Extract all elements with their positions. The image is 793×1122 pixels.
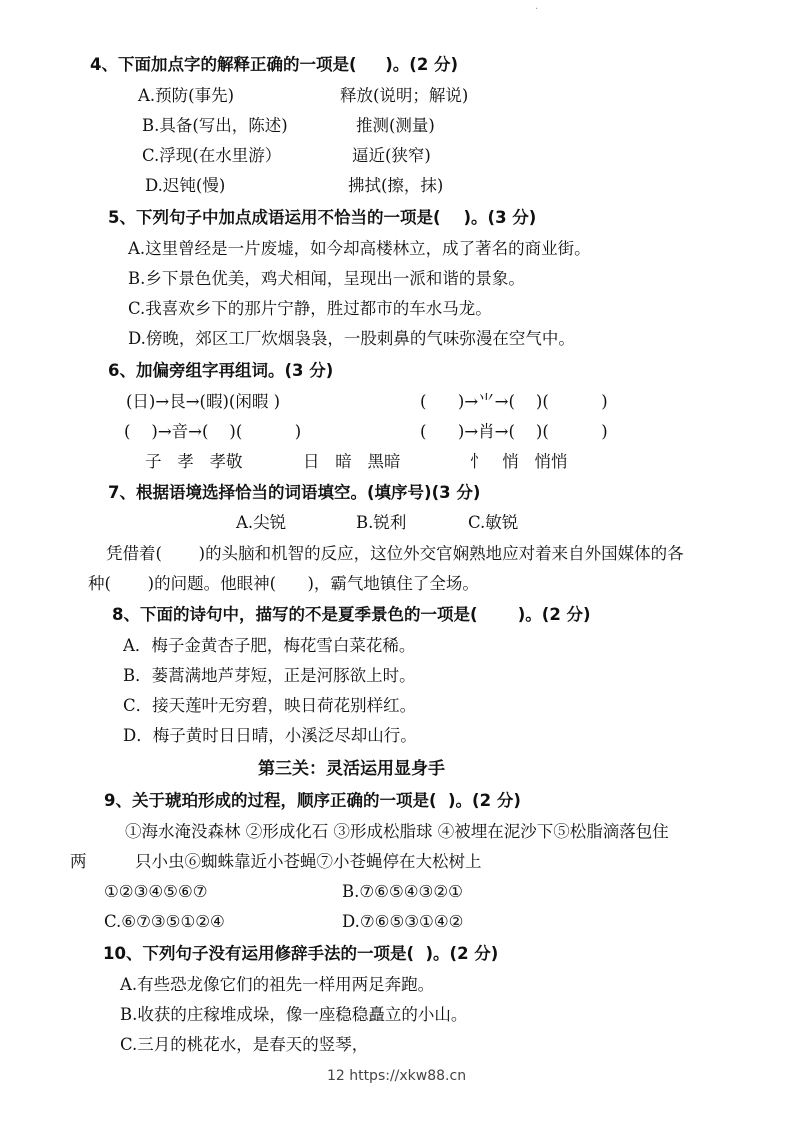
q9-option-b: B.⑦⑥⑤④③②①	[342, 882, 463, 901]
q9-option-d: D.⑦⑥⑤③①④②	[342, 912, 464, 931]
q6-row3-b: 日 暗 黑暗	[303, 452, 401, 471]
q7-title: 7、根据语境选择恰当的词语填空。(填序号)(3 分)	[108, 483, 481, 502]
q6-row1-left: (日)→艮→(暇)(闲暇 )	[126, 392, 281, 411]
q4-option-d-right: 拂拭(擦，抹)	[348, 176, 444, 195]
q4-title: 4、下面加点字的解释正确的一项是( )。(2 分)	[90, 55, 459, 74]
top-mark: ·	[535, 4, 539, 15]
q5-option-c: C.我喜欢乡下的那片宁静，胜过都市的车水马龙。	[128, 299, 492, 318]
q6-row2-right: ( )→肖→( )( )	[420, 422, 608, 441]
q5-option-a: A.这里曾经是一片废墟，如今却高楼林立，成了著名的商业街。	[128, 239, 591, 258]
q5-option-d: D.傍晚，郊区工厂炊烟袅袅，一股刺鼻的气味弥漫在空气中。	[128, 329, 575, 348]
q10-option-b: B.收获的庄稼堆成垛，像一座稳稳矗立的小山。	[120, 1005, 468, 1024]
q7-passage-line1: 凭借着( )的头脑和机智的反应，这位外交官娴熟地应对着来自外国媒体的各	[106, 544, 684, 563]
q10-option-a: A.有些恐龙像它们的祖先一样用两足奔跑。	[120, 975, 435, 994]
q5-title: 5、下列句子中加点成语运用不恰当的一项是( )。(3 分)	[108, 208, 537, 227]
q10-title: 10、下列句子没有运用修辞手法的一项是( )。(2 分)	[103, 944, 499, 963]
q6-row2-left: ( )→音→( )( )	[124, 422, 302, 441]
q9-steps-line2-start: 两	[70, 852, 87, 871]
q9-option-c: C.⑥⑦③⑤①②④	[104, 912, 225, 931]
q7-passage-line2: 种( )的问题。他眼神( )，霸气地镇住了全场。	[88, 574, 479, 593]
q7-option-c: C.敏锐	[468, 513, 519, 532]
q7-option-a: A.尖锐	[236, 513, 287, 532]
section-3-heading: 第三关：灵活运用显身手	[258, 759, 445, 779]
q6-row3-a: 子 孝 孝敬	[145, 452, 243, 471]
q9-title: 9、关于琥珀形成的过程，顺序正确的一项是( )。(2 分)	[104, 791, 521, 810]
page-footer: 12 https://xkw88.cn	[326, 1068, 467, 1084]
q8-title: 8、下面的诗句中，描写的不是夏季景色的一项是( )。(2 分)	[112, 605, 591, 624]
q4-option-c-right: 逼近(狭窄)	[352, 146, 431, 165]
q8-option-d: D．梅子黄时日日晴，小溪泛尽却山行。	[123, 726, 417, 745]
q8-option-b: B．蒌蒿满地芦芽短，正是河豚欲上时。	[123, 666, 416, 685]
q4-option-d-left: D.迟钝(慢)	[145, 176, 226, 195]
q4-option-a-right: 释放(说明；解说)	[340, 86, 469, 105]
q5-option-b: B.乡下景色优美，鸡犬相闻，呈现出一派和谐的景象。	[128, 269, 525, 288]
q4-option-c-left: C.浮现(在水里游）	[142, 146, 282, 165]
q9-option-a: ①②③④⑤⑥⑦	[104, 882, 208, 901]
q10-option-c: C.三月的桃花水，是春天的竖琴，	[120, 1035, 369, 1054]
q8-option-a: A．梅子金黄杏子肥，梅花雪白菜花稀。	[123, 636, 416, 655]
q4-option-b-right: 推测(测量)	[356, 116, 435, 135]
q9-steps-line2: 只小虫⑥蜘蛛靠近小苍蝇⑦小苍蝇停在大松树上	[135, 852, 482, 871]
q4-option-b-left: B.具备(写出，陈述)	[142, 116, 288, 135]
q6-row3-c: 忄 悄 悄悄	[470, 452, 568, 471]
q6-title: 6、加偏旁组字再组词。(3 分)	[108, 361, 334, 380]
q8-option-c: C．接天莲叶无穷碧，映日荷花别样红。	[123, 696, 417, 715]
q4-option-a-left: A.预防(事先)	[138, 86, 235, 105]
q9-steps-line1: ①海水淹没森林 ②形成化石 ③形成松脂球 ④被埋在泥沙下⑤松脂滴落包住	[125, 822, 669, 841]
q6-row1-right: ( )→⺌→( )( )	[420, 392, 608, 411]
q7-option-b: B.锐利	[356, 513, 407, 532]
